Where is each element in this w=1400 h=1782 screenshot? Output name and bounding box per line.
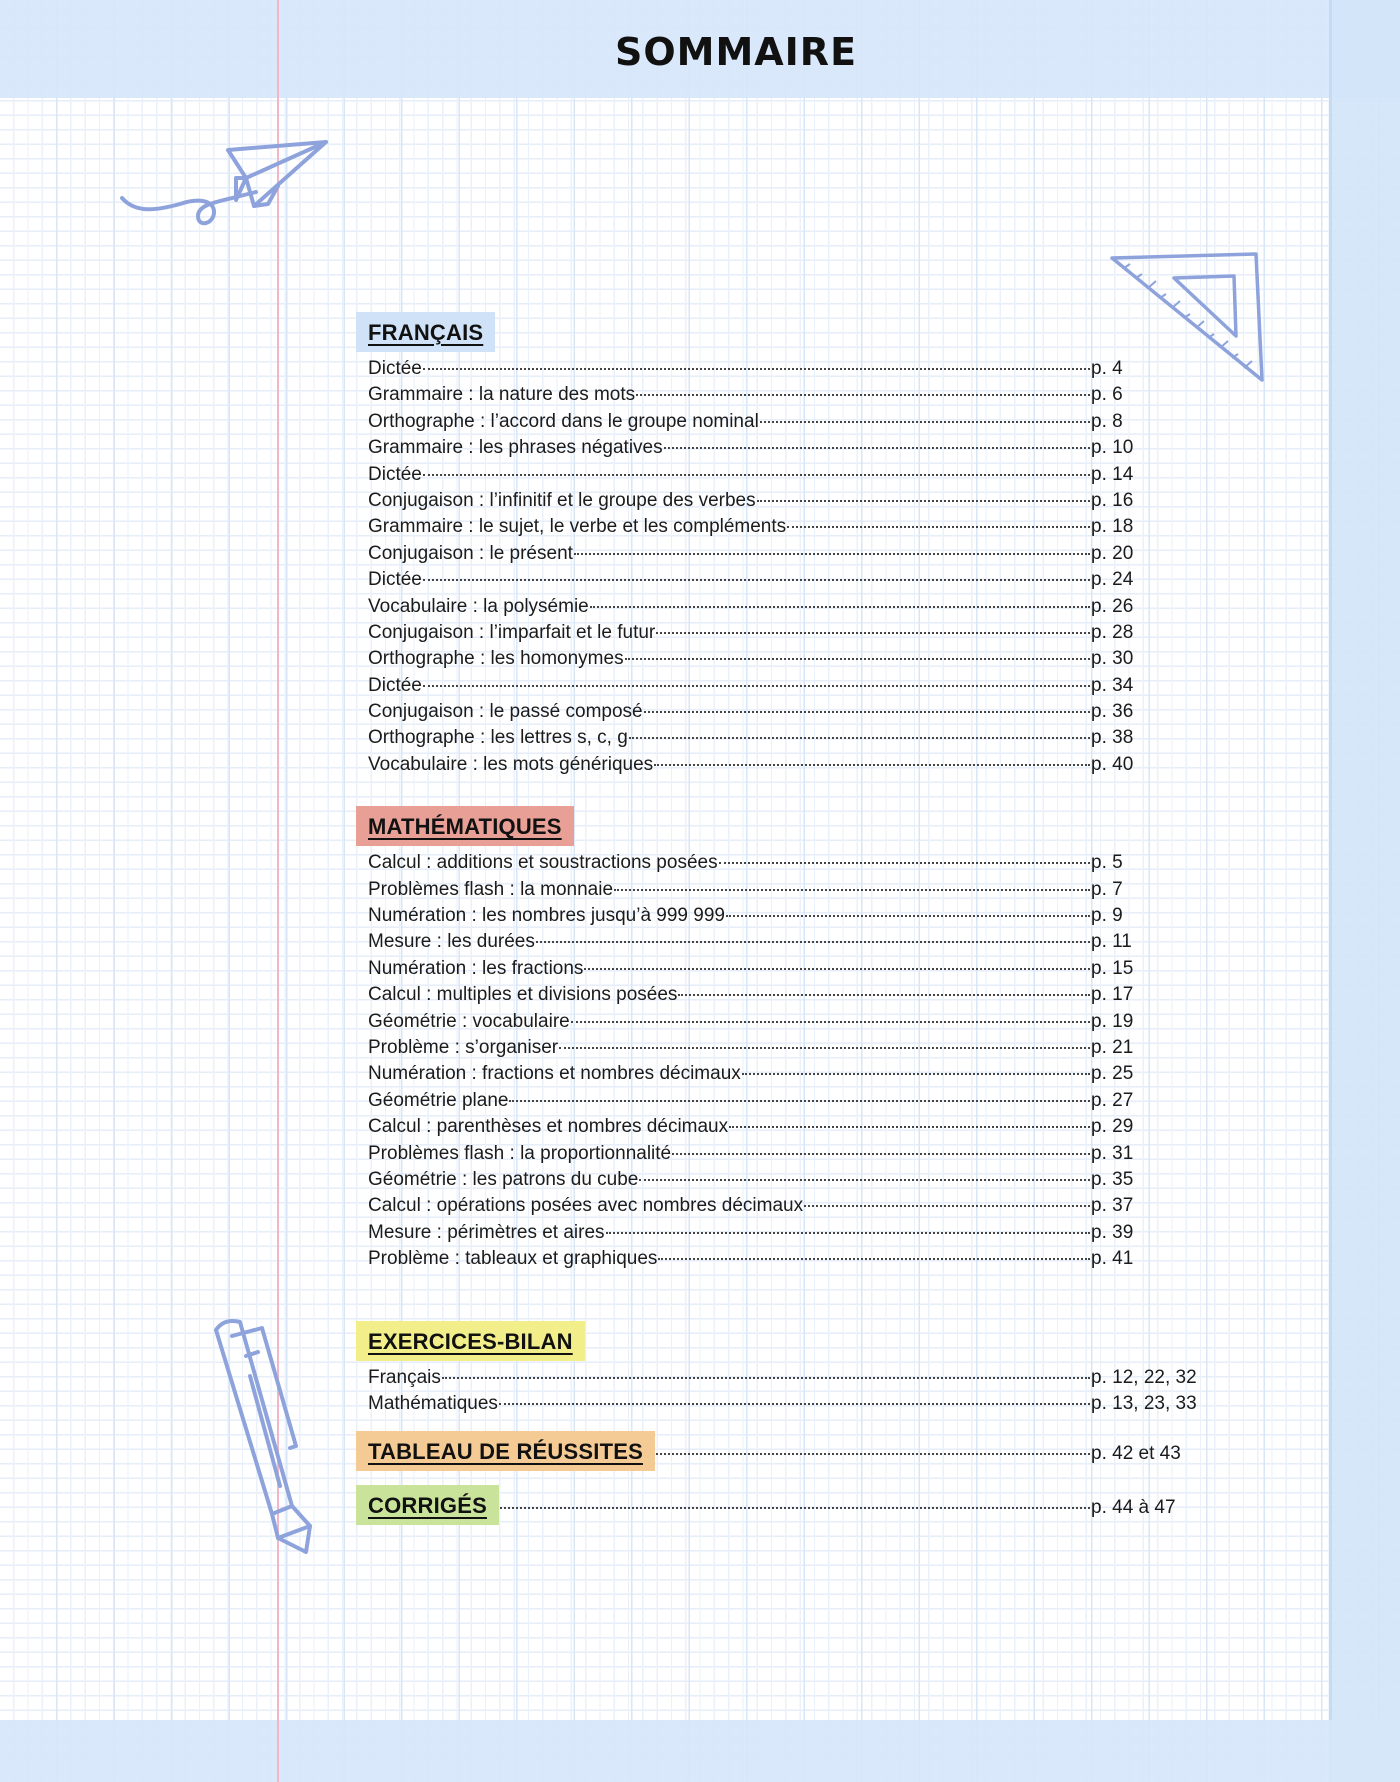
toc-entry-page: p. 12, 22, 32 — [1091, 1366, 1197, 1388]
toc-entry — [356, 541, 1176, 567]
toc-entry-label: Conjugaison : le passé composé — [368, 701, 643, 723]
toc-entry-leader — [678, 994, 1090, 996]
toc-entry-leader — [423, 474, 1090, 476]
toc-entry — [356, 514, 1176, 540]
toc-entry-leader — [625, 658, 1090, 660]
toc-entry — [356, 1035, 1176, 1061]
toc-entry-page: p. 9 — [1091, 905, 1123, 927]
toc-entry-leader — [742, 1073, 1090, 1075]
toc-entry-page: p. 16 — [1091, 489, 1134, 511]
toc-entry-page: p. 38 — [1091, 727, 1134, 749]
toc-entry-label: Dictée — [368, 674, 422, 696]
toc-entry-label: Mesure : périmètres et aires — [368, 1221, 605, 1243]
toc-entry-page: p. 21 — [1091, 1036, 1134, 1058]
toc-entry-leader — [787, 526, 1090, 528]
tableau-row — [356, 1431, 1181, 1471]
toc-entry — [356, 699, 1176, 725]
toc-entry-leader — [719, 862, 1090, 864]
toc-entry — [356, 1061, 1176, 1087]
toc-entry-page: p. 28 — [1091, 621, 1134, 643]
bilan-list — [356, 1365, 1197, 1418]
toc-entry-label: Problème : tableaux et graphiques — [368, 1248, 658, 1270]
toc-entry — [356, 594, 1176, 620]
toc-entry-page: p. 30 — [1091, 648, 1134, 670]
toc-entry-page: p. 5 — [1091, 852, 1123, 874]
toc-entry-leader — [636, 394, 1090, 396]
toc-entry-leader — [639, 1179, 1090, 1181]
toc-entry-leader — [664, 447, 1090, 449]
toc-entry — [356, 462, 1176, 488]
toc-entry-label: Français — [368, 1366, 441, 1388]
paper-plane-icon — [118, 138, 333, 234]
toc-entry-leader — [442, 1377, 1090, 1379]
toc-entry-leader — [658, 1258, 1090, 1260]
toc-entry-page: p. 31 — [1091, 1142, 1134, 1164]
toc-entry — [356, 850, 1176, 876]
toc-entry-leader — [536, 941, 1090, 943]
right-band — [1332, 0, 1400, 1782]
toc-entry-page: p. 34 — [1091, 674, 1134, 696]
toc-entry-page: p. 15 — [1091, 957, 1134, 979]
toc-entry-label: Vocabulaire : la polysémie — [368, 595, 589, 617]
toc-entry-label: Numération : fractions et nombres décimaux — [368, 1063, 741, 1085]
toc-entry — [356, 1365, 1197, 1391]
toc-entry-leader — [499, 1403, 1090, 1405]
toc-entry-page: p. 37 — [1091, 1195, 1134, 1217]
corriges-page: p. 44 à 47 — [1091, 1497, 1176, 1519]
toc-entry-leader — [606, 1232, 1090, 1234]
toc-entry — [356, 877, 1176, 903]
toc-entry — [356, 646, 1176, 672]
toc-entry-page: p. 36 — [1091, 701, 1134, 723]
toc-entry-leader — [729, 1126, 1090, 1128]
toc-entry-page: p. 27 — [1091, 1089, 1134, 1111]
francais-list — [356, 356, 1176, 778]
toc-entry-leader — [423, 368, 1090, 370]
toc-entry-page: p. 6 — [1091, 384, 1123, 406]
toc-entry-label: Calcul : additions et soustractions posées — [368, 852, 718, 874]
toc-entry-page: p. 26 — [1091, 595, 1134, 617]
table-of-contents — [356, 312, 1197, 1525]
toc-entry-leader — [423, 579, 1090, 581]
tableau-page: p. 42 et 43 — [1091, 1443, 1181, 1465]
page-title: SOMMAIRE — [614, 30, 858, 74]
section-title-maths: MATHÉMATIQUES — [356, 806, 574, 846]
toc-entry — [356, 929, 1176, 955]
toc-entry-label: Calcul : multiples et divisions posées — [368, 984, 678, 1006]
toc-entry-label: Orthographe : l’accord dans le groupe nominal — [368, 410, 759, 432]
toc-entry — [356, 567, 1176, 593]
toc-entry-label: Géométrie : vocabulaire — [368, 1010, 570, 1032]
toc-entry — [356, 1167, 1176, 1193]
toc-entry-label: Géométrie : les patrons du cube — [368, 1168, 639, 1190]
toc-entry-leader — [574, 553, 1090, 555]
toc-entry-leader — [760, 421, 1090, 423]
toc-entry — [356, 382, 1176, 408]
toc-entry-leader — [672, 1153, 1090, 1155]
toc-entry — [356, 620, 1176, 646]
toc-entry — [356, 1009, 1176, 1035]
toc-entry — [356, 435, 1176, 461]
toc-entry-leader — [423, 685, 1090, 687]
toc-entry — [356, 1141, 1176, 1167]
toc-entry-label: Conjugaison : l’imparfait et le futur — [368, 621, 656, 643]
toc-entry-label: Conjugaison : le présent — [368, 542, 573, 564]
toc-entry-label: Problèmes flash : la proportionnalité — [368, 1142, 672, 1164]
toc-entry — [356, 1220, 1176, 1246]
toc-entry — [356, 1114, 1176, 1140]
toc-entry — [356, 1246, 1176, 1272]
toc-entry-leader — [559, 1047, 1090, 1049]
section-title-tableau: TABLEAU DE RÉUSSITES — [356, 1431, 655, 1471]
toc-entry-page: p. 17 — [1091, 984, 1134, 1006]
toc-entry-label: Orthographe : les homonymes — [368, 648, 624, 670]
toc-entry — [356, 1193, 1176, 1219]
toc-entry — [356, 956, 1176, 982]
toc-entry-page: p. 20 — [1091, 542, 1134, 564]
toc-entry-page: p. 24 — [1091, 569, 1134, 591]
toc-entry — [356, 1391, 1197, 1417]
toc-entry — [356, 752, 1176, 778]
toc-entry-page: p. 25 — [1091, 1063, 1134, 1085]
section-title-corriges: CORRIGÉS — [356, 1485, 499, 1525]
section-title-francais: FRANÇAIS — [356, 312, 495, 352]
toc-entry-leader — [804, 1205, 1090, 1207]
toc-entry-page: p. 13, 23, 33 — [1091, 1392, 1197, 1414]
toc-entry — [356, 982, 1176, 1008]
toc-entry — [356, 725, 1176, 751]
toc-entry-label: Dictée — [368, 358, 422, 379]
toc-entry-leader — [644, 711, 1090, 713]
toc-entry-label: Calcul : opérations posées avec nombres décimaux — [368, 1195, 804, 1217]
toc-entry — [356, 409, 1176, 435]
pen-icon — [210, 1316, 320, 1556]
toc-entry-page: p. 10 — [1091, 437, 1134, 459]
toc-entry-label: Problèmes flash : la monnaie — [368, 878, 614, 900]
toc-entry-page: p. 35 — [1091, 1168, 1134, 1190]
toc-entry-leader — [614, 889, 1090, 891]
toc-entry — [356, 356, 1176, 382]
toc-entry-page: p. 14 — [1091, 463, 1134, 485]
toc-entry-leader — [629, 737, 1090, 739]
toc-entry-label: Mathématiques — [368, 1392, 498, 1414]
toc-entry-label: Numération : les nombres jusqu’à 999 999 — [368, 905, 725, 927]
toc-entry-page: p. 18 — [1091, 516, 1134, 538]
toc-entry-page: p. 40 — [1091, 753, 1134, 775]
toc-entry-label: Mesure : les durées — [368, 931, 535, 953]
toc-entry-label: Numération : les fractions — [368, 957, 584, 979]
toc-entry-leader — [584, 968, 1090, 970]
toc-entry-label: Grammaire : le sujet, le verbe et les compléments — [368, 516, 787, 538]
toc-entry-leader — [654, 764, 1090, 766]
toc-entry-page: p. 7 — [1091, 878, 1123, 900]
toc-entry — [356, 903, 1176, 929]
toc-entry-page: p. 39 — [1091, 1221, 1134, 1243]
maths-list — [356, 850, 1176, 1272]
toc-entry-page: p. 41 — [1091, 1248, 1134, 1270]
toc-entry-leader — [509, 1100, 1090, 1102]
toc-entry-page: p. 11 — [1091, 931, 1132, 953]
toc-entry-page: p. 8 — [1091, 410, 1123, 432]
bottom-band — [0, 1720, 1400, 1782]
toc-entry-label: Dictée — [368, 463, 422, 485]
toc-entry-label: Problème : s’organiser — [368, 1036, 559, 1058]
toc-entry-leader — [590, 606, 1090, 608]
toc-entry-label: Dictée — [368, 569, 422, 591]
toc-entry-leader — [757, 500, 1090, 502]
toc-entry — [356, 673, 1176, 699]
toc-entry-leader — [571, 1021, 1090, 1023]
toc-entry-label: Vocabulaire : les mots génériques — [368, 753, 654, 775]
toc-entry-label: Calcul : parenthèses et nombres décimaux — [368, 1116, 729, 1138]
toc-entry-label: Grammaire : les phrases négatives — [368, 437, 663, 459]
toc-entry-label: Conjugaison : l’infinitif et le groupe des verbes — [368, 489, 756, 511]
toc-entry-page: p. 29 — [1091, 1116, 1134, 1138]
corriges-row — [356, 1485, 1176, 1525]
toc-entry-page: p. 4 — [1091, 358, 1123, 379]
toc-entry-label: Orthographe : les lettres s, c, g — [368, 727, 628, 749]
toc-entry-leader — [656, 632, 1090, 634]
toc-entry-label: Grammaire : la nature des mots — [368, 384, 636, 406]
toc-entry-leader — [726, 915, 1090, 917]
section-title-bilan: EXERCICES-BILAN — [356, 1321, 585, 1361]
toc-entry — [356, 1088, 1176, 1114]
toc-entry-page: p. 19 — [1091, 1010, 1134, 1032]
toc-entry-label: Géométrie plane — [368, 1089, 509, 1111]
toc-entry — [356, 488, 1176, 514]
